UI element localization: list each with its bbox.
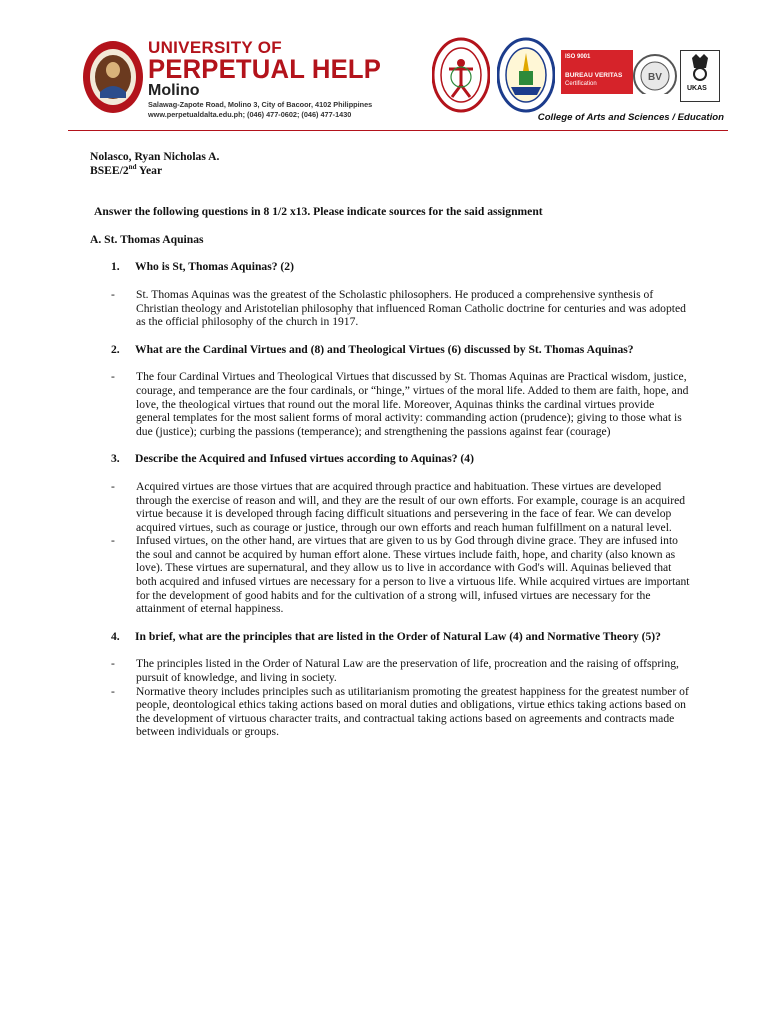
- question-heading: [90, 452, 690, 466]
- ukas-badge-icon: [680, 50, 720, 102]
- question-4: [90, 630, 690, 739]
- answer-item: - The four Cardinal Virtues and Theological Virtues that discussed by St. Thomas Aquinas are Practical wisdom, justice, courage, and temperance are the four cardinals, or “hinge,” virtues of the moral life. Added to them are faith, hope, and love, the theological virtues that round out the moral life. Moreover, Aquinas thinks the cardinal virtues provide general templates for the most salient forms of moral activity: commanding action (prudence); giving to those what is due (justice); curbing the passions (temperance); and strengthening the passions against fear (courage): [111, 370, 689, 438]
- letterhead: [0, 0, 768, 132]
- question-number: 4.: [111, 629, 120, 643]
- question-text: In brief, what are the principles that are listed in the Order of Natural Law (4) and Normative Theory (5)?: [135, 629, 661, 643]
- college-arts-sciences-seal-icon: [432, 37, 490, 113]
- question-2: [90, 343, 690, 439]
- student-name: Nolasco, Ryan Nicholas A.: [90, 150, 220, 163]
- course-superscript: nd: [128, 162, 137, 171]
- answer-item: - Normative theory includes principles such as utilitarianism promoting the greatest happiness for the greatest number of people, deontological ethics taking actions based on moral duties and obligations, virtue ethics taking actions based on the development of virtuous character traits, and contractual taking actions based on agreements and contracts made between individuals or groups.: [111, 684, 689, 739]
- answer-item: - Infused virtues, on the other hand, are virtues that are given to us by God through divine grace. They are infused into the soul and cannot be acquired by human effort alone. These virtues include faith, hope, and charity (also known as love). These virtues are supernatural, and they allow us to live in accordance with God's will. Aquinas believed that both acquired and infused virtues are necessary for a person to live a virtuous life. While acquired virtues are important for the development of good habits and for the cultivation of a strong will, infused virtues are necessary for the attainment of eternal happiness.: [111, 534, 690, 616]
- university-name-block: [148, 39, 393, 120]
- student-info: [90, 150, 690, 177]
- assignment-instructions: Answer the following questions in 8 1/2 x13. Please indicate sources for the said assignment: [94, 205, 543, 219]
- answer-item: - St. Thomas Aquinas was the greatest of the Scholastic philosophers. He produced a comprehensive synthesis of Christian theology and Aristotelian philosophy that influenced Roman Catholic doctrine for centuries and was adopted as the official philosophy of the church in 1917.: [111, 287, 686, 329]
- svg-text:BV: BV: [648, 72, 662, 83]
- university-name-line2: PERPETUAL HELP: [148, 54, 382, 84]
- question-heading: [90, 630, 690, 644]
- question-number: 2.: [111, 342, 120, 356]
- college-education-seal-icon: [497, 37, 555, 113]
- university-contact: www.perpetualdalta.edu.ph; (046) 477-0602; (046) 477-1430: [148, 110, 352, 119]
- university-name-line1: UNIVERSITY OF: [148, 38, 282, 57]
- question-number: 1.: [111, 260, 120, 274]
- question-number: 3.: [111, 452, 120, 466]
- certification-label: Certification: [565, 81, 597, 87]
- answer-item: - The principles listed in the Order of Natural Law are the preservation of life, procreation and the raising of offspring, pursuit of knowledge, and living in society.: [111, 657, 679, 685]
- answer-list: [90, 480, 690, 616]
- answer-list: [90, 657, 690, 739]
- bureau-veritas-label: BUREAU VERITAS: [565, 72, 623, 79]
- university-seal-icon: [82, 40, 144, 114]
- header-divider: [68, 130, 728, 131]
- answer-list: [90, 370, 690, 438]
- university-address: Salawag-Zapote Road, Molino 3, City of Bacoor, 4102 Philippines: [148, 100, 373, 109]
- campus-name: Molino: [148, 82, 200, 99]
- question-heading: [90, 260, 690, 274]
- question-1: [90, 260, 690, 328]
- question-text: What are the Cardinal Virtues and (8) and Theological Virtues (6) discussed by St. Thomas Aquinas?: [135, 342, 634, 356]
- iso-label: ISO 9001: [565, 54, 591, 60]
- question-text: Describe the Acquired and Infused virtues according to Aquinas? (4): [135, 452, 474, 466]
- question-text: Who is St, Thomas Aquinas? (2): [135, 260, 294, 274]
- college-line: College of Arts and Sciences / Education: [537, 112, 724, 123]
- student-course: BSEE/2nd Year: [90, 162, 163, 177]
- question-heading: [90, 343, 690, 357]
- document-body: [90, 150, 690, 739]
- ukas-label: UKAS: [687, 85, 707, 92]
- question-3: [90, 452, 690, 616]
- section-title: A. St. Thomas Aquinas: [90, 232, 204, 246]
- answer-list: [90, 288, 690, 329]
- answer-item: - Acquired virtues are those virtues that are acquired through practice and habituation. These virtues are developed through the exercise of reason and will, and they are the result of our own efforts. For example, courage is an acquired virtue because it is developed through facing difficult situations and persevering in the face of fear. We can develop acquired virtues, such as courage or justice, through our own efforts and reach human fulfillment on a natural level.: [111, 479, 686, 534]
